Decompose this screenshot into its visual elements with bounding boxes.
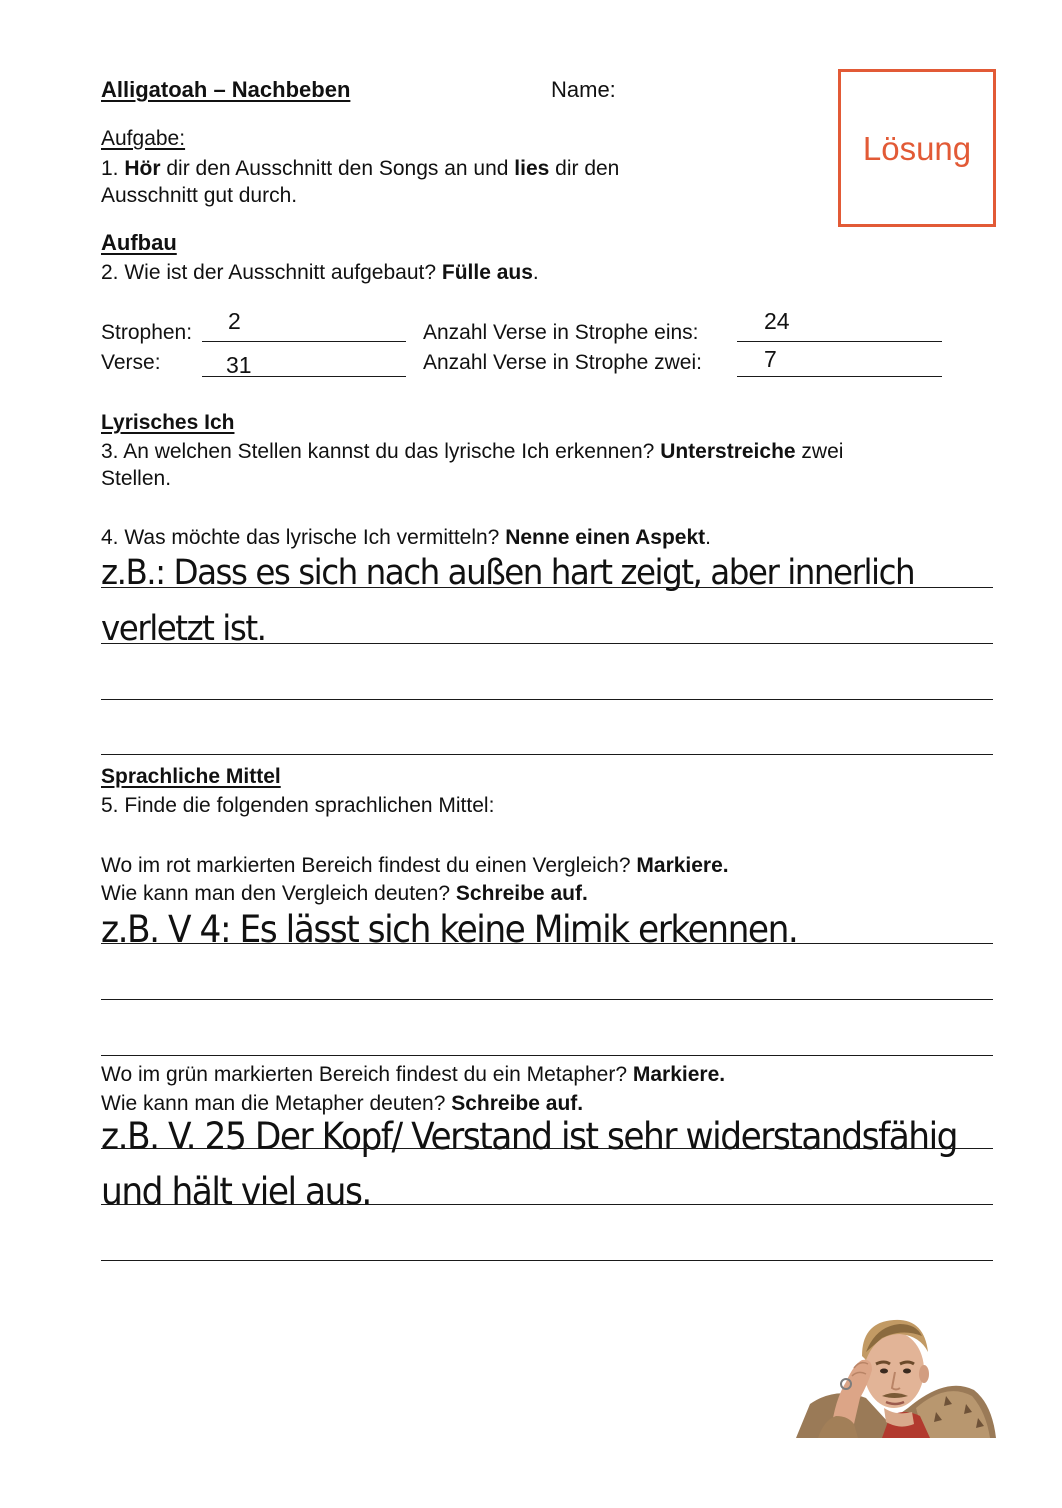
artist-portrait-icon bbox=[796, 1312, 996, 1438]
worksheet-title: Alligatoah – Nachbeben bbox=[101, 77, 351, 102]
writing-line[interactable] bbox=[101, 587, 993, 588]
strophe-eins-value: 24 bbox=[764, 308, 790, 334]
answer-4-line2: verletzt ist. bbox=[101, 609, 266, 649]
name-label: Name: bbox=[551, 77, 616, 102]
writing-line[interactable] bbox=[101, 999, 993, 1000]
writing-line[interactable] bbox=[101, 643, 993, 644]
task-heading: Aufgabe: bbox=[101, 127, 186, 150]
verse-value: 31 bbox=[226, 352, 252, 378]
writing-line[interactable] bbox=[101, 1204, 993, 1205]
aufbau-heading: Aufbau bbox=[101, 230, 177, 255]
strophe-zwei-label: Anzahl Verse in Strophe zwei: bbox=[423, 351, 702, 374]
metapher-question-2: Wie kann man die Metapher deuten? Schreibe auf. bbox=[101, 1092, 584, 1115]
answer-4-line1: z.B.: Dass es sich nach außen hart zeigt, aber innerlich bbox=[101, 553, 915, 593]
strophe-eins-answer-line[interactable] bbox=[737, 341, 942, 342]
strophen-answer-line[interactable] bbox=[202, 341, 406, 342]
question-5: 5. Finde die folgenden sprachlichen Mittel: bbox=[101, 794, 495, 817]
vergleich-question-2: Wie kann man den Vergleich deuten? Schreibe auf. bbox=[101, 882, 588, 905]
writing-line[interactable] bbox=[101, 699, 993, 700]
metapher-answer-line2: und hält viel aus. bbox=[101, 1170, 371, 1213]
vergleich-answer: z.B. V 4: Es lässt sich keine Mimik erkennen. bbox=[101, 908, 798, 951]
question-4: 4. Was möchte das lyrische Ich vermitteln? Nenne einen Aspekt. bbox=[101, 526, 711, 549]
metapher-answer-line1: z.B. V. 25 Der Kopf/ Verstand ist sehr widerstandsfähig bbox=[101, 1115, 958, 1158]
verse-label: Verse: bbox=[101, 351, 161, 374]
writing-line[interactable] bbox=[101, 943, 993, 944]
vergleich-question-1: Wo im rot markierten Bereich findest du einen Vergleich? Markiere. bbox=[101, 854, 729, 877]
task1-instruction-line2: Ausschnitt gut durch. bbox=[101, 184, 298, 207]
metapher-question-1: Wo im grün markierten Bereich findest du ein Metapher? Markiere. bbox=[101, 1063, 726, 1086]
strophen-value: 2 bbox=[228, 308, 241, 334]
writing-line[interactable] bbox=[101, 1055, 993, 1056]
aufbau-question: 2. Wie ist der Ausschnitt aufgebaut? Fülle aus. bbox=[101, 261, 539, 284]
question-3-line2: Stellen. bbox=[101, 467, 172, 490]
writing-line[interactable] bbox=[101, 1148, 993, 1149]
solution-label: Lösung bbox=[862, 130, 972, 167]
solution-box bbox=[838, 69, 996, 227]
strophen-label: Strophen: bbox=[101, 321, 193, 344]
sprachliche-mittel-heading: Sprachliche Mittel bbox=[101, 765, 281, 788]
task1-instruction: 1. Hör dir den Ausschnitt den Songs an und lies dir den bbox=[101, 157, 620, 180]
strophe-eins-label: Anzahl Verse in Strophe eins: bbox=[423, 321, 699, 344]
writing-line[interactable] bbox=[101, 1260, 993, 1261]
lyrisches-ich-heading: Lyrisches Ich bbox=[101, 411, 235, 434]
strophe-zwei-value: 7 bbox=[764, 346, 777, 372]
strophe-zwei-answer-line[interactable] bbox=[737, 376, 942, 377]
question-3: 3. An welchen Stellen kannst du das lyrische Ich erkennen? Unterstreiche zwei bbox=[101, 440, 844, 463]
writing-line[interactable] bbox=[101, 754, 993, 755]
